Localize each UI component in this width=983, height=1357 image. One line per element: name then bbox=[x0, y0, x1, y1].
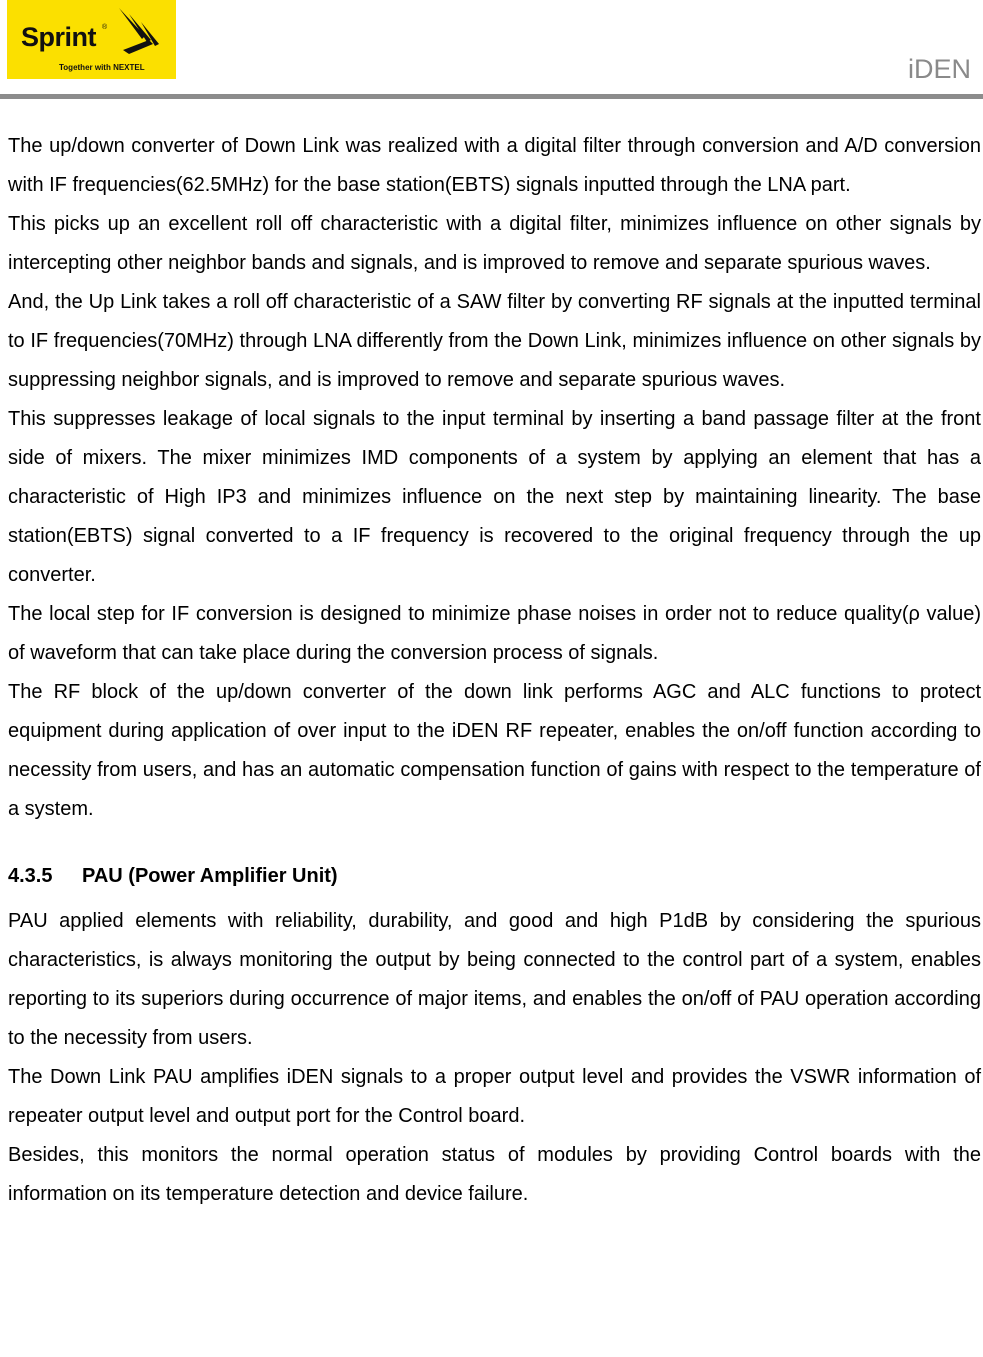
paragraph: The up/down converter of Down Link was realized with a digital filter through conversion and A/D conversion with IF frequencies(62.5MHz) for the base station(EBTS) signals inputted through the LNA part. bbox=[8, 135, 981, 196]
paragraph: And, the Up Link takes a roll off characteristic of a SAW filter by converting RF signals at the inputted terminal to IF frequencies(70MHz) through LNA differently from the Down Link, minimizes influence on other signals by suppressing neighbor signals, and is improved to remove and separate spurious waves. bbox=[8, 291, 981, 391]
logo-brand-text: Sprint bbox=[21, 22, 96, 52]
section-title: PAU (Power Amplifier Unit) bbox=[82, 865, 338, 887]
section-paragraph: Besides, this monitors the normal operation status of modules by providing Control boards with the information on its temperature detection and device failure. bbox=[8, 1144, 981, 1205]
header-title: iDEN bbox=[907, 54, 971, 84]
sprint-wings-icon bbox=[115, 6, 165, 58]
document-body bbox=[8, 127, 981, 1214]
section-number: 4.3.5 bbox=[8, 865, 53, 887]
section-heading bbox=[8, 862, 981, 890]
logo-trademark: ® bbox=[102, 24, 108, 31]
paragraph: The RF block of the up/down converter of the down link performs AGC and ALC functions to protect equipment during application of over input to the iDEN RF repeater, enables the on/off function according to necessity from users, and has an automatic compensation function of gains with respect to the temperature of a system. bbox=[8, 681, 981, 820]
header-divider bbox=[0, 94, 983, 99]
paragraph: This suppresses leakage of local signals to the input terminal by inserting a band passage filter at the front side of mixers. The mixer minimizes IMD components of a system by applying an element that has a characteristic of High IP3 and minimizes influence on the next step by maintaining linearity. The base station(EBTS) signal converted to a IF frequency is recovered to the original frequency through the up converter. bbox=[8, 408, 981, 586]
logo-tagline: Together with NEXTEL bbox=[59, 63, 145, 72]
paragraph: The local step for IF conversion is designed to minimize phase noises in order not to reduce quality(ρ value) of waveform that can take place during the conversion process of signals. bbox=[8, 603, 981, 664]
sprint-logo bbox=[7, 0, 176, 79]
section-paragraph: PAU applied elements with reliability, durability, and good and high P1dB by considering the spurious characteristics, is always monitoring the output by being connected to the control part of a system, enables reporting to its superiors during occurrence of major items, and enables the on/off of PAU operation according to the necessity from users. bbox=[8, 910, 981, 1049]
paragraph: This picks up an excellent roll off characteristic with a digital filter, minimizes influence on other signals by intercepting other neighbor bands and signals, and is improved to remove and separate spurious waves. bbox=[8, 213, 981, 274]
section-paragraph: The Down Link PAU amplifies iDEN signals to a proper output level and provides the VSWR information of repeater output level and output port for the Control board. bbox=[8, 1066, 981, 1127]
